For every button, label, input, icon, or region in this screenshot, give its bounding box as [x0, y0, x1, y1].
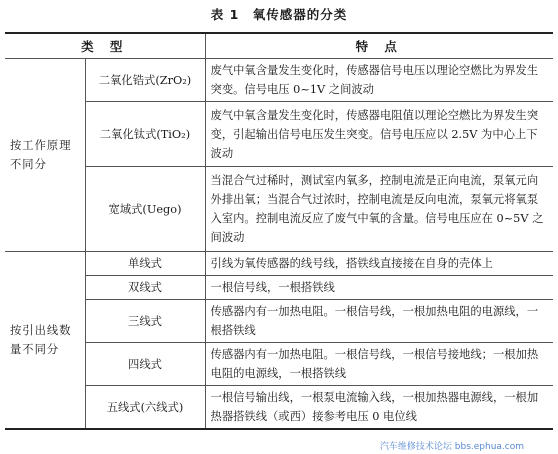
- header-feature: 特 点: [205, 33, 553, 59]
- type-cell: 三线式: [85, 300, 205, 343]
- table-row: [5, 343, 553, 386]
- type-cell: 二氧化钛式(TiO₂): [85, 102, 205, 167]
- feature-cell: 传感器内有一加热电阻。一根信号线，一根信号接地线；一根加热电阻的电源线，一根搭铁线: [205, 343, 553, 386]
- table-row: [5, 252, 553, 276]
- header-row: [5, 33, 553, 59]
- feature-cell: 废气中氧含量发生变化时，传感器信号电压以理论空燃比为界发生突变。信号电压 0~1V 之间波动: [205, 59, 553, 102]
- forum-watermark: 汽车维修技术论坛 bbs.ephua.com: [379, 442, 524, 452]
- table-row: [5, 102, 553, 167]
- table-row: [5, 167, 553, 252]
- table-row: [5, 300, 553, 343]
- group-label-principle: 按工作原理不同分: [5, 59, 85, 252]
- type-cell: 双线式: [85, 276, 205, 300]
- header-type: 类 型: [5, 33, 205, 59]
- feature-cell: 当混合气过稀时，测试室内氧多，控制电流是正向电流，泵氧元向外排出氧；当混合气过浓时，控制电流是反向电流，泵氧元将氧泵入室内。控制电流反应了废气中氧的含量。信号电压应在 0~5V 之间波动: [205, 167, 553, 252]
- type-cell: 二氧化锆式(ZrO₂): [85, 59, 205, 102]
- type-cell: 单线式: [85, 252, 205, 276]
- table-row: [5, 276, 553, 300]
- type-cell: 宽域式(Uego): [85, 167, 205, 252]
- feature-cell: 一根信号输出线，一根泵电流输入线，一根加热器电源线，一根加热器搭铁线（或西）接参考电压 0 电位线: [205, 386, 553, 430]
- feature-cell: 引线为氧传感器的线号线，搭铁线直接接在自身的壳体上: [205, 252, 553, 276]
- table-row: [5, 59, 553, 102]
- feature-cell: 传感器内有一加热电阻。一根信号线，一根加热电阻的电源线，一根搭铁线: [205, 300, 553, 343]
- type-cell: 四线式: [85, 343, 205, 386]
- feature-cell: 废气中氧含量发生变化时，传感器电阻值以理论空燃比为界发生突变，引起输出信号电压发生突变。信号电压应以 2.5V 为中心上下波动: [205, 102, 553, 167]
- sensor-classification-table: [5, 32, 553, 430]
- feature-cell: 一根信号线，一根搭铁线: [205, 276, 553, 300]
- type-cell: 五线式(六线式): [85, 386, 205, 430]
- table-caption: 表 1 氧传感器的分类: [210, 7, 348, 22]
- group-label-wires: 按引出线数量不同分: [5, 252, 85, 430]
- table-row: [5, 386, 553, 430]
